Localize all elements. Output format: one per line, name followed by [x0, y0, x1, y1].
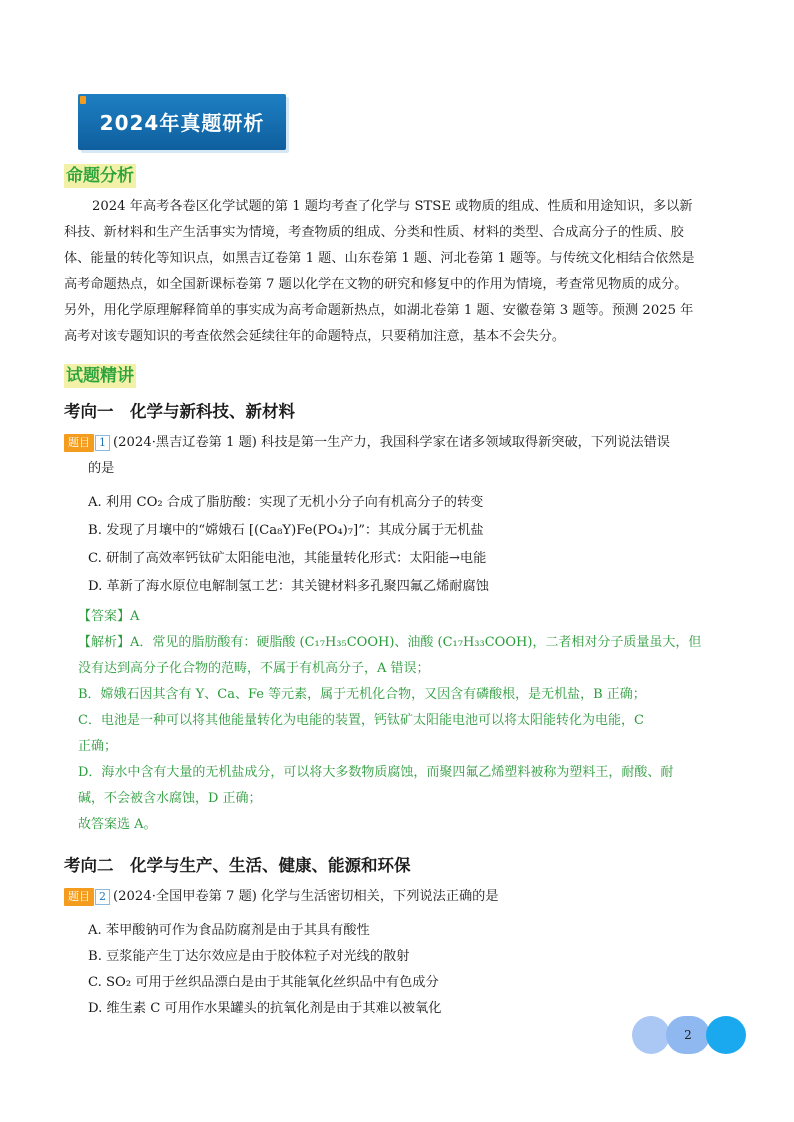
- analysis-heading: 命题分析: [66, 166, 134, 186]
- explanation-line: 碱，不会被含水腐蚀，D 正确；: [78, 791, 262, 806]
- question-2-option-d: D. 维生素 C 可用作水果罐头的抗氧化剂是由于其难以被氧化: [88, 1001, 442, 1016]
- direction-2-heading: 考向二 化学与生产、生活、健康、能源和环保: [64, 856, 411, 875]
- explanation-line: B．嫦娥石因其含有 Y、Ca、Fe 等元素，属于无机化合物，又因含有磷酸根，是无机盐，B 正确；: [78, 687, 646, 702]
- practice-heading: 试题精讲: [66, 366, 134, 386]
- explanation-line: C．电池是一种可以将其他能量转化为电能的装置，钙钛矿太阳能电池可以将太阳能转化为电能，C: [78, 713, 644, 728]
- analysis-line: 高考命题热点，如全国新课标卷第 7 题以化学在文物的研究和修复中的作用为情境，考查常见物质的成分。: [64, 277, 688, 292]
- question-1-answer: 【答案】A: [78, 609, 140, 624]
- question-1-option-b: B. 发现了月壤中的“嫦娥石 [(Ca₈Y)Fe(PO₄)₇]”：其成分属于无机盐: [88, 523, 484, 538]
- explanation-line: 正确；: [78, 739, 118, 754]
- analysis-line: 高考对该专题知识的考查依然会延续往年的命题特点，只要稍加注意，基本不会失分。: [64, 329, 566, 344]
- question-number: 1: [95, 435, 110, 451]
- question-1-stem: 题目 1 (2024·黑吉辽卷第 1 题) 科技是第一生产力，我国科学家在诸多领域取得新突破，下列说法错误: [64, 430, 744, 456]
- page-dot-right: [706, 1016, 746, 1054]
- explanation-line: 故答案选 A。: [78, 817, 157, 832]
- question-1-stem-cont: 的是: [88, 461, 115, 476]
- question-2-stem: 题目 2 (2024·全国甲卷第 7 题) 化学与生活密切相关，下列说法正确的是: [64, 884, 744, 910]
- question-2-option-a: A. 苯甲酸钠可作为食品防腐剂是由于其具有酸性: [88, 923, 370, 938]
- title-tab-marker: [80, 96, 86, 104]
- direction-1-heading: 考向一 化学与新科技、新材料: [64, 402, 295, 421]
- analysis-line: 科技、新材料和生产生活事实为情境，考查物质的组成、分类和性质、材料的类型、合成高分子的性质、胶: [64, 225, 684, 240]
- question-1-option-d: D. 革新了海水原位电解制氢工艺：其关键材料多孔聚四氟乙烯耐腐蚀: [88, 579, 489, 594]
- question-1-option-a: A. 利用 CO₂ 合成了脂肪酸：实现了无机小分子向有机高分子的转变: [88, 495, 484, 510]
- question-badge: 题目: [64, 888, 94, 906]
- explanation-line: 没有达到高分子化合物的范畴，不属于有机高分子，A 错误；: [78, 661, 430, 676]
- question-2-option-b: B. 豆浆能产生丁达尔效应是由于胶体粒子对光线的散射: [88, 949, 410, 964]
- analysis-paragraph: [64, 194, 736, 350]
- question-1-option-c: C. 研制了高效率钙钛矿太阳能电池，其能量转化形式：太阳能→电能: [88, 551, 487, 566]
- question-1-explanation: [78, 630, 738, 838]
- analysis-line: 2024 年高考各卷区化学试题的第 1 题均考查了化学与 STSE 或物质的组成、性质和用途知识，多以新: [92, 199, 693, 214]
- question-badge: 题目: [64, 434, 94, 452]
- title-banner: [78, 94, 286, 150]
- analysis-line: 体、能量的转化等知识点，如黑吉辽卷第 1 题、山东卷第 1 题、河北卷第 1 题等。与传统文化相结合依然是: [64, 251, 695, 266]
- page-dot-left: [632, 1016, 670, 1054]
- question-number: 2: [95, 889, 110, 905]
- explanation-line: 【解析】A．常见的脂肪酸有：硬脂酸 (C₁₇H₃₅COOH)、油酸 (C₁₇H₃₃COOH)，二者相对分子质量虽大，但: [78, 635, 702, 650]
- question-2-option-c: C. SO₂ 可用于丝织品漂白是由于其能氧化丝织品中有色成分: [88, 975, 439, 990]
- page-title: 2024年真题研析: [99, 111, 265, 135]
- explanation-line: D．海水中含有大量的无机盐成分，可以将大多数物质腐蚀，而聚四氟乙烯塑料被称为塑料王，耐酸、耐: [78, 765, 674, 780]
- page-number: 2: [684, 1028, 692, 1042]
- analysis-line: 另外，用化学原理解释简单的事实成为高考命题新热点，如湖北卷第 1 题、安徽卷第 3 题等。预测 2025 年: [64, 303, 694, 318]
